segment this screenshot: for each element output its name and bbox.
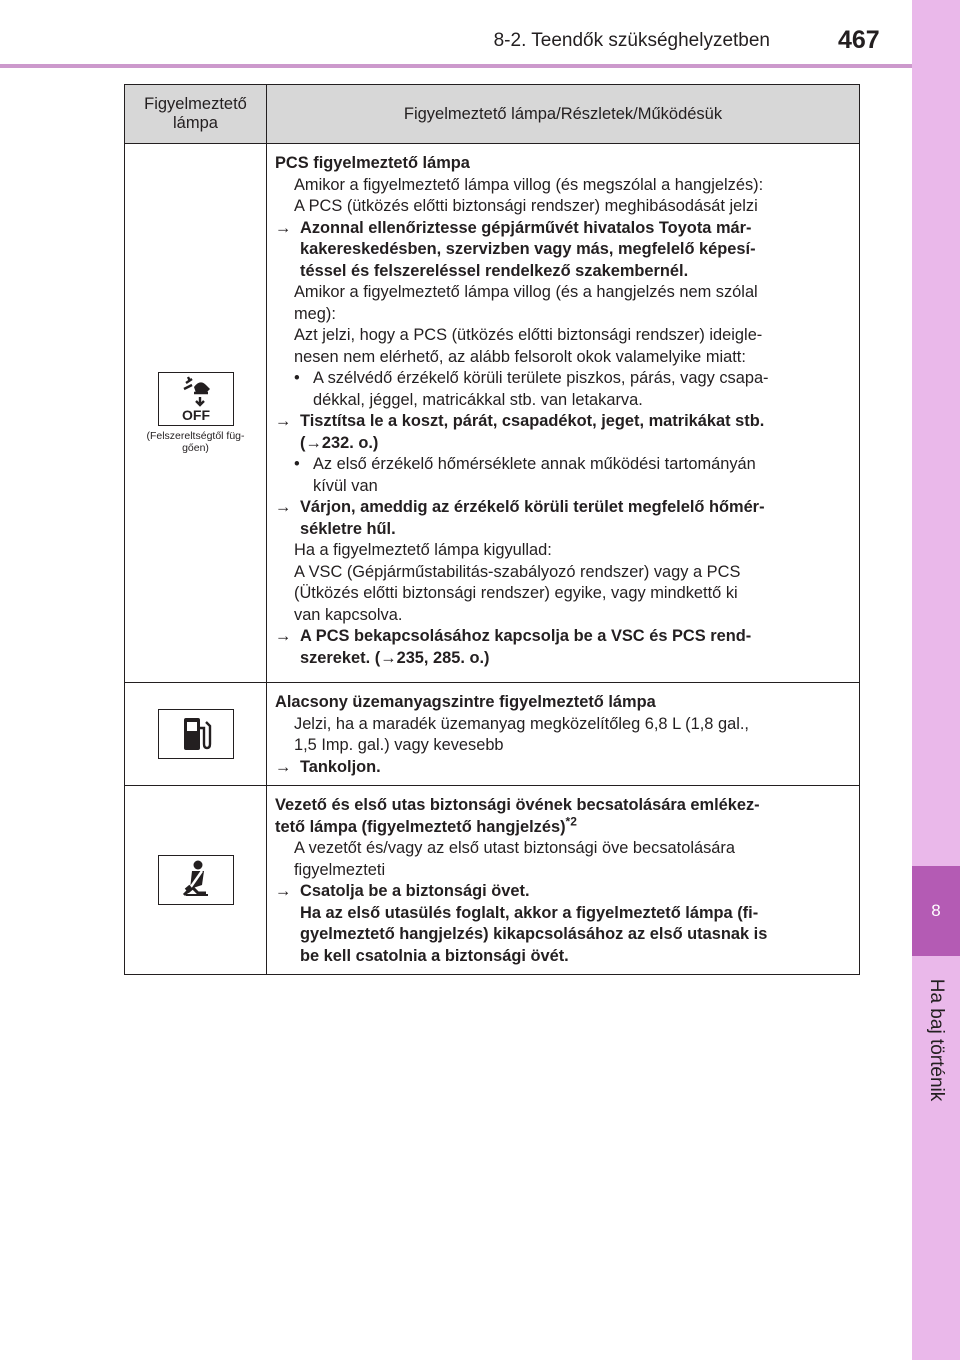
- table-row: [125, 785, 859, 974]
- bullet-item: • A szélvédő érzékelő körüli területe piszkos, párás, vagy csapa-: [294, 369, 769, 387]
- fuel-pump-icon: [158, 709, 234, 759]
- header-col1-line2: lámpa: [173, 114, 218, 132]
- row-icon-cell: [125, 786, 267, 974]
- seatbelt-reminder-icon: [158, 855, 234, 905]
- action-line: → Csatolja be a biztonsági övet.: [275, 882, 530, 900]
- table-header-row: [125, 85, 859, 143]
- chapter-label: Ha baj történik: [926, 978, 947, 1102]
- side-tab-upper: [912, 0, 960, 866]
- availability-note: (Felszereltségtől füg- gően): [146, 429, 245, 454]
- header-divider: [0, 64, 912, 68]
- chapter-number-tab: [912, 866, 960, 956]
- table-header-col1: [125, 85, 267, 143]
- row-title: PCS figyelmeztető lámpa: [275, 154, 470, 172]
- section-title: 8-2. Teendők szükséghelyzetben: [493, 30, 770, 51]
- pcs-off-warning-icon: [158, 372, 234, 426]
- action-line: → Várjon, ameddig az érzékelő körüli terület megfelelő hőmér-: [275, 498, 765, 516]
- row-icon-cell: [125, 144, 267, 682]
- pcs-off-text: OFF: [181, 406, 210, 423]
- table-header-col2: Figyelmeztető lámpa/Részletek/Működésük: [403, 104, 723, 123]
- action-line: → A PCS bekapcsolásához kapcsolja be a VSC és PCS rend-: [275, 627, 752, 645]
- action-line: → Tisztítsa le a koszt, párát, csapadékot, jeget, matrikákat stb.: [275, 412, 765, 430]
- row-title: Alacsony üzemanyagszintre figyelmeztető lámpa: [275, 693, 656, 711]
- row-title: Vezető és első utas biztonsági övének becsatolására emlékez-: [275, 796, 760, 814]
- footnote-marker: *2: [565, 814, 577, 829]
- chapter-number: 8: [931, 901, 941, 920]
- table-row: [125, 143, 859, 682]
- warning-lights-table: [124, 84, 860, 975]
- bullet-item: • Az első érzékelő hőmérséklete annak működési tartományán: [294, 455, 756, 473]
- table-row: [125, 682, 859, 785]
- action-line: → Azonnal ellenőriztesse gépjárművét hivatalos Toyota már-: [275, 218, 752, 237]
- page-number: 467: [838, 26, 880, 54]
- row-icon-cell: [125, 683, 267, 785]
- row-description: Alacsony üzemanyagszintre figyelmeztető lámpa Jelzi, ha a maradék üzemanyag megközelítőleg 6,8 L (1,8 gal., 1,5 Imp. gal.) vagy kevesebb → Tankoljon.: [267, 683, 859, 785]
- action-line: → Tankoljon.: [275, 757, 381, 776]
- row-description: PCS figyelmeztető lámpa Amikor a figyelmeztető lámpa villog (és megszólal a hangjelzés): A PCS (ütközés előtti biztonsági rendszer) meghibásodását jelzi → Azonnal ellenőriztesse gépjárművét hivatalos Toyota már- kakereskedésben, szervizben vagy más, megfelelő képesí- téssel és felszereléssel rendelkező szakembernél. Amikor a figyelmeztető lámpa villog (és a hangjelzés nem szólal meg): Azt jelzi, hogy a PCS (ütközés előtti biztonsági rendszer) ideigle- nesen nem elérhető, az alább felsorolt okok valamelyike miatt: • A szélvédő érzékelő körüli területe piszkos, párás, vagy csapa- dékkal, jéggel, matricákkal stb. van letakarva. → Tisztítsa le a koszt, párát, csapadékot, jeget, matrikákat stb. (→232. o.) • Az első érzékelő hőmérséklete annak működési tartományán kívül van → Várjon, ameddig az érzékelő körüli terület megfelelő hőmér- sékletre hűl. Ha a figyelmeztető lámpa kigyullad: A VSC (Gépjárműstabilitás-szabályozó rendszer) vagy a PCS (Ütközés előtti biztonsági rendszer) egyike, vagy mindkettő ki van kapcsolva. → A PCS bekapcsolásához kapcsolja be a VSC és PCS rend- szereket. (→235, 285. o.): [267, 144, 859, 682]
- header-col1-line1: Figyelmeztető: [144, 95, 247, 113]
- row-description: Vezető és első utas biztonsági övének becsatolására emlékez- tető lámpa (figyelmeztető hangjelzés)$^{*2}$ A vezetőt és/vagy az első utast biztonsági öve becsatolására figyelmezteti → Csatolja be a biztonsági övet. Ha az első utasülés foglalt, akkor a figyelmeztető lámpa (fi- gyelmeztető hangjelzés) kikapcsolásához az első utasnak is be kell csatolnia a biztonsági övét.: [267, 786, 859, 974]
